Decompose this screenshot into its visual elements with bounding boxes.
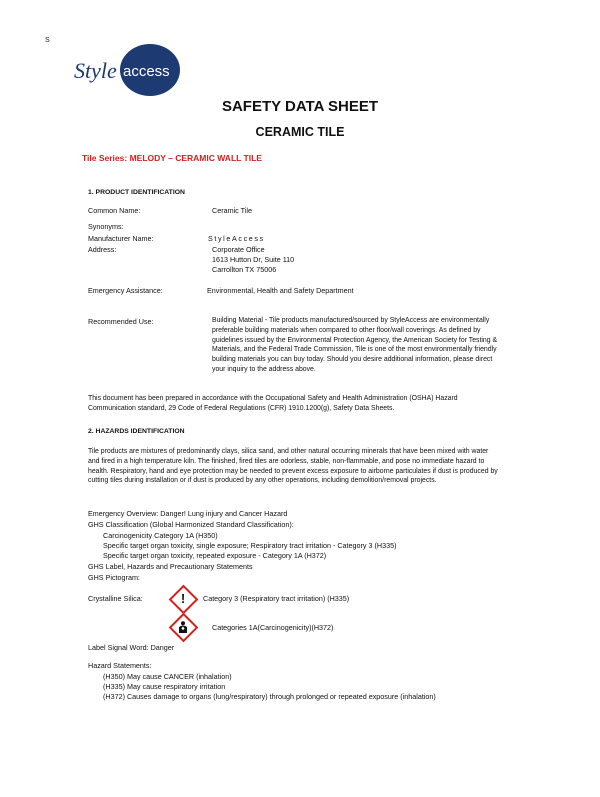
recommended-line: building materials you can buy today. Should you desire additional information, please direct <box>212 356 493 364</box>
crystalline-silica-label: Crystalline Silica: <box>88 594 143 603</box>
recommended-use-text <box>212 316 497 375</box>
hazard-statement: (H335) May cause respiratory irritation <box>103 682 226 691</box>
health-hazard-pictogram-icon <box>170 614 196 640</box>
ghs-item-3: Specific target organ toxicity, repeated exposure - Category 1A (H372) <box>103 551 327 560</box>
pictogram2-text: Categories 1A(Carcinogenicity)(H372) <box>212 623 334 632</box>
address-line-2: 1613 Hutton Dr, Suite 110 <box>212 255 295 264</box>
address-line-1: Corporate Office <box>212 245 265 254</box>
tile-series: Tile Series: MELODY – CERAMIC WALL TILE <box>82 153 262 163</box>
common-name-label: Common Name: <box>88 206 141 215</box>
address-line-3: Carrollton TX 75006 <box>212 265 277 274</box>
osha-line: This document has been prepared in accordance with the Occupational Safety and Health Administration (OSHA) Hazard <box>88 395 458 402</box>
emergency-label: Emergency Assistance: <box>88 286 163 295</box>
intro-line: and fired in a high temperature kiln. The finished, fired tiles are odorless, stable, non-flammable, and pose no immediate hazard to <box>88 457 485 465</box>
recommended-line: preferable building materials when compared to other floor/wall coverings. As defined by <box>212 326 481 334</box>
ghs-classification: GHS Classification (Global Harmonized Standard Classification): <box>88 520 294 529</box>
hazard-statement: (H350) May cause CANCER (inhalation) <box>103 672 232 681</box>
common-name-value: Ceramic Tile <box>212 206 252 215</box>
recommended-line: Building Material - Tile products manufactured/sourced by StyleAccess are environmentally <box>212 317 490 324</box>
section2-heading: 2. HAZARDS IDENTIFICATION <box>88 428 185 435</box>
signal-word: Label Signal Word: Danger <box>88 643 175 652</box>
osha-line: Communication standard, 29 Code of Federal Regulations (CFR) 1910.1200(g), Safety Data Sheets. <box>88 404 395 412</box>
styleaccess-logo <box>72 40 182 96</box>
manufacturer-value: StyleAccess <box>208 234 265 243</box>
hazard-statement: (H372) Causes damage to organs (lung/respiratory) through prolonged or repeated exposure (inhalation) <box>103 692 436 701</box>
intro-line: cutting tiles during installation or if dust is produced by any other operations, including demolition/removal projects. <box>88 477 437 485</box>
hazard-statements-label: Hazard Statements: <box>88 661 152 670</box>
recommended-line: Materials, and the Federal Trade Commission, Tile is one of the most environmentally friendly <box>212 346 497 354</box>
logo-access-text: access <box>123 63 170 80</box>
ghs-pictogram-label: GHS Pictogram: <box>88 573 140 582</box>
hazard-intro <box>88 447 498 486</box>
page-corner-mark: S <box>45 37 50 44</box>
document-subtitle: CERAMIC TILE <box>255 125 345 139</box>
logo-style-text: Style <box>74 58 117 83</box>
emergency-value: Environmental, Health and Safety Department <box>207 286 354 295</box>
emergency-overview: Emergency Overview: Danger! Lung injury and Cancer Hazard <box>88 509 288 518</box>
section1-heading: 1. PRODUCT IDENTIFICATION <box>88 189 185 196</box>
osha-statement <box>88 394 458 414</box>
recommended-line: your inquiry to the address above. <box>212 365 316 373</box>
recommended-use-label: Recommended Use: <box>88 317 154 326</box>
pictogram1-text: Category 3 (Respiratory tract irritation) (H335) <box>203 594 350 603</box>
recommended-line: guidelines issued by the Environmental Protection Agency, the American Society for Testing & <box>212 336 498 344</box>
exclamation-mark-pictogram-icon: ! <box>170 586 196 612</box>
intro-line: health. Respiratory, hand and eye protection may be needed to prevent excess exposure to airborne particulates if dust is produced by <box>88 467 498 475</box>
synonyms-label: Synonyms: <box>88 222 124 231</box>
document-title: SAFETY DATA SHEET <box>221 98 379 115</box>
manufacturer-label: Manufacturer Name: <box>88 234 154 243</box>
address-label: Address: <box>88 245 117 254</box>
ghs-label-statements: GHS Label, Hazards and Precautionary Statements <box>88 562 253 571</box>
ghs-item-2: Specific target organ toxicity, single exposure; Respiratory tract irritation - Category 3 (H335) <box>103 541 397 550</box>
ghs-item-1: Carcinogenicity Category 1A (H350) <box>103 531 218 540</box>
intro-line: Tile products are mixtures of predominantly clays, silica sand, and other natural occurring minerals that have been mixed with water <box>88 448 489 455</box>
